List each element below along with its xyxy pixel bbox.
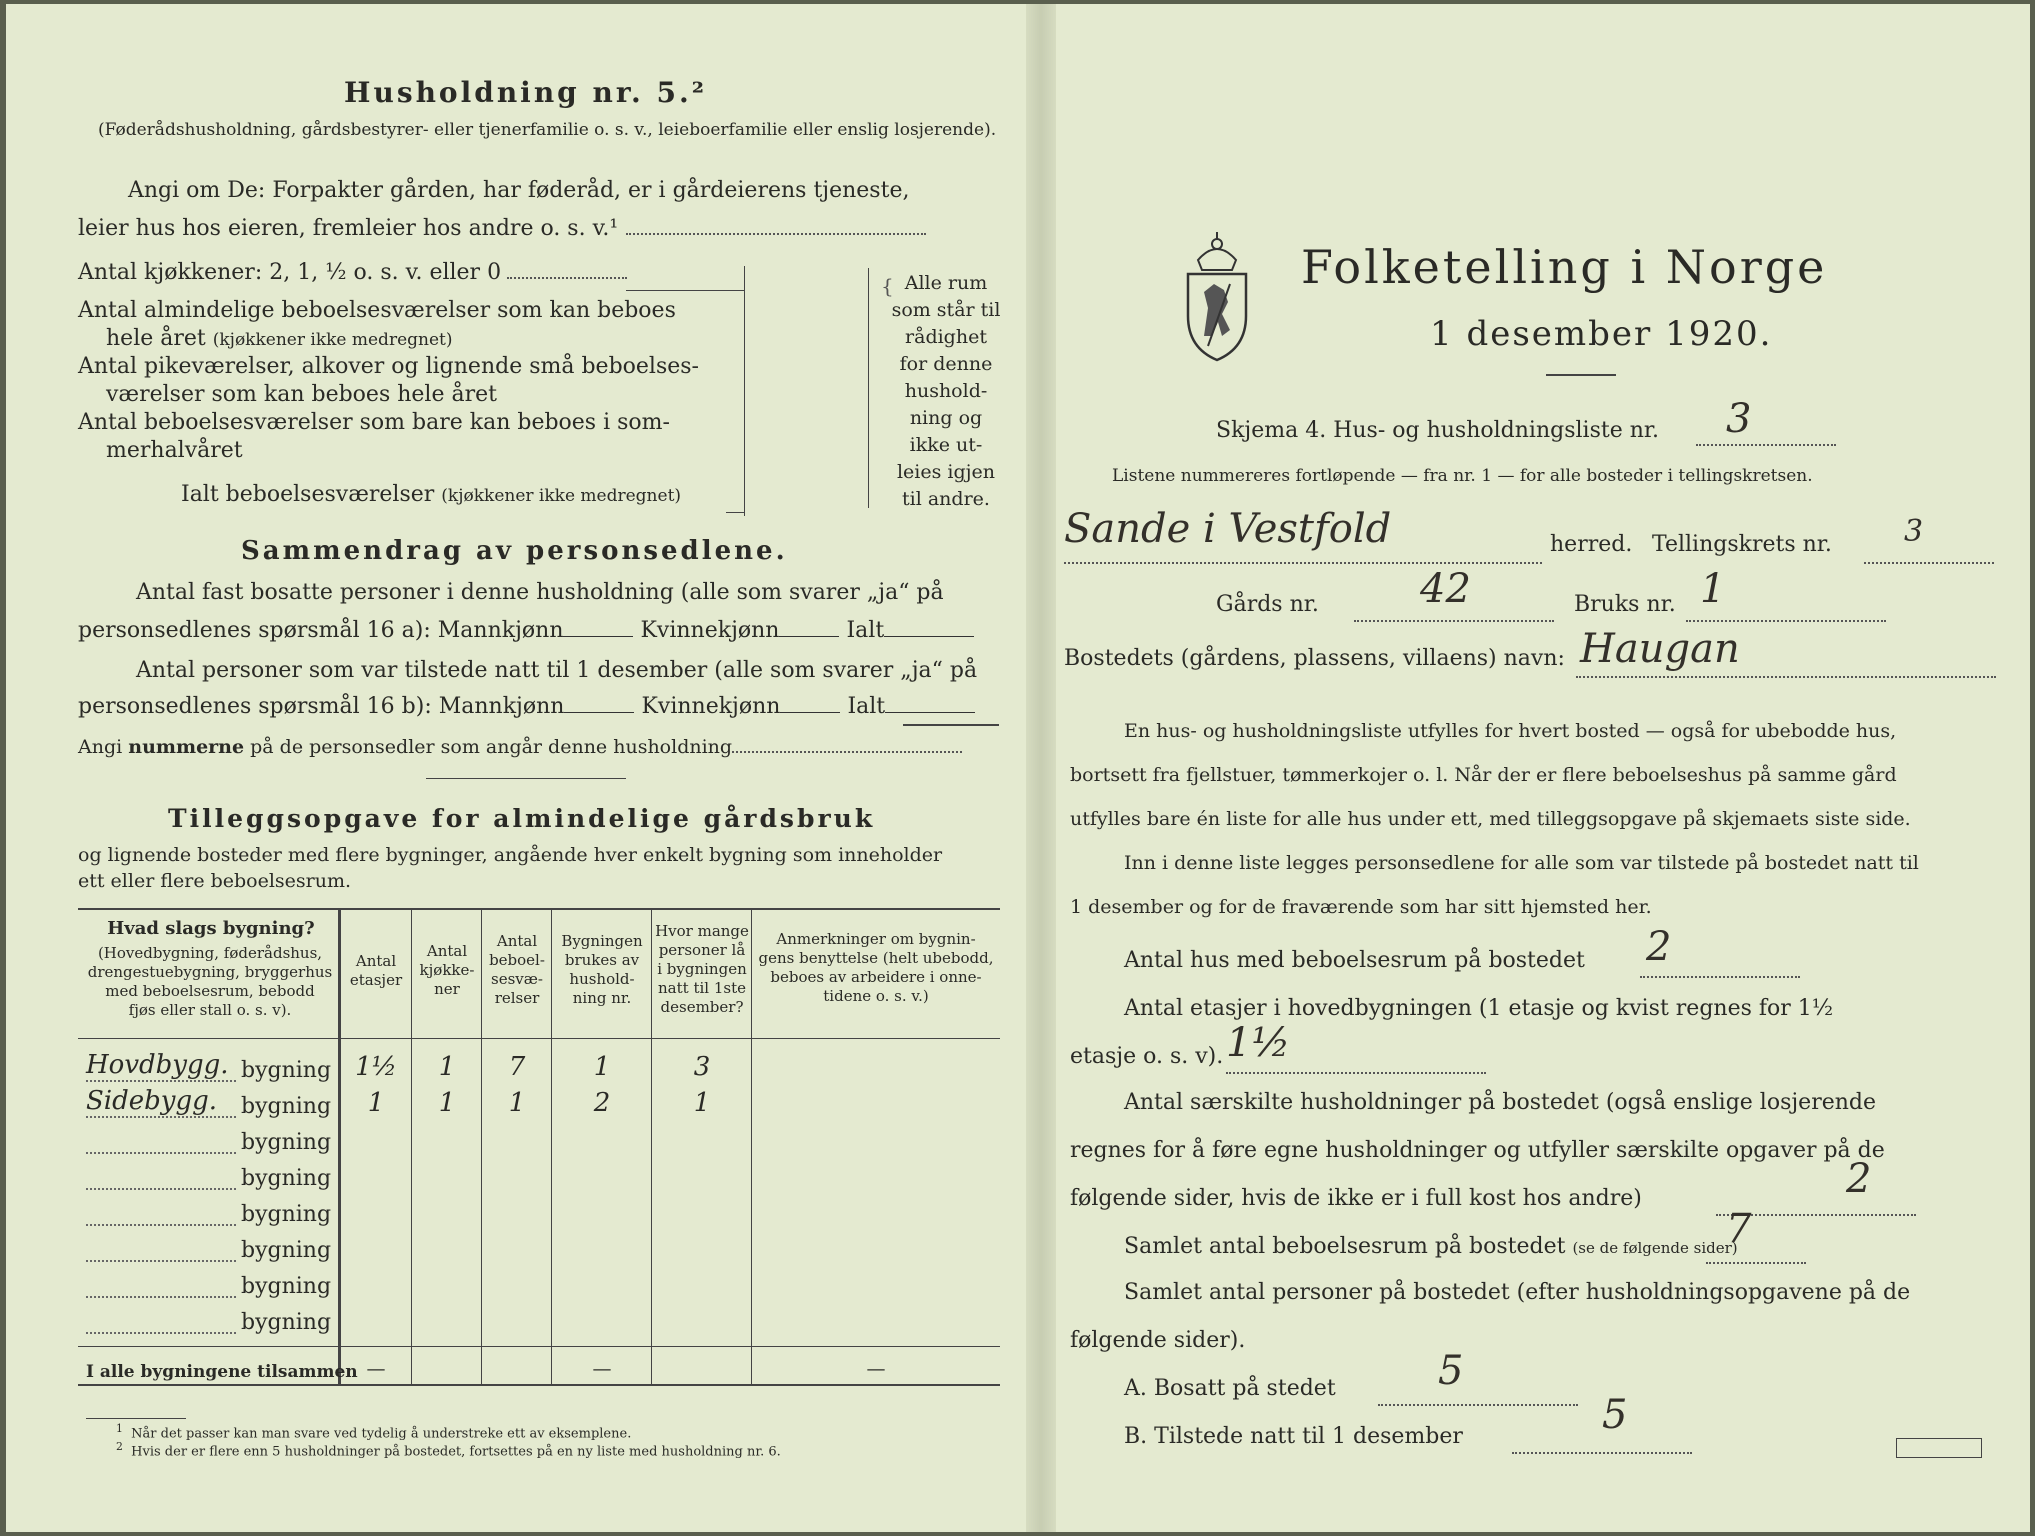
tellingskrets-field[interactable]: 3 [1864,532,1994,564]
building-name-field[interactable] [86,1122,236,1154]
printer-stamp [1896,1438,1982,1458]
antal-hus-label: Antal hus med beboelsesrum på bostedet [1124,948,1585,973]
nummerene-row: Angi nummerne på de personsedler som angår denne husholdning [78,736,962,758]
gards-field[interactable]: 42 [1354,590,1554,622]
tillegg-sub1: og lignende bosteder med flere bygninger, angående hver enkelt bygning som inneholder [78,844,943,866]
total-anmerkninger: — [866,1358,886,1380]
col-anmerkninger-head: Anmerkninger om bygnin- gens benyttelse (helt ubebodd, beboes av arbeidere i onne- tidene o. s. v.) [758,930,994,1005]
bruks-field[interactable]: 1 [1686,590,1886,622]
col-vaerelser-head: Antal beboel- sesvæ- relser [489,932,545,1007]
col0-sub: (Hovedbygning, føderådshus, drengestuebygning, bryggerhus med beboelsesrum, bebodd fjøs eller stall o. s. v). [87,944,333,1019]
cell-etasjer[interactable]: 1 [367,1088,385,1118]
total-husholdning: — [592,1358,612,1380]
bygning-label: bygning [241,1166,332,1191]
building-name-field[interactable] [86,1230,236,1262]
building-name-field[interactable] [86,1302,236,1334]
cell-husholdning[interactable]: 2 [593,1088,611,1118]
summary-a1: Antal fast bosatte personer i denne husholdning (alle som svarer „ja“ på [136,580,944,605]
herred-label: herred. [1550,532,1633,557]
samlet-pers-line2: følgende sider). [1070,1328,1246,1353]
antal-hus-field[interactable]: 2 [1640,946,1800,978]
summary-a2: personsedlenes spørsmål 16 a): Mannkjønn Kvinnekjønn Ialt [78,618,974,643]
tellingskrets-label: Tellingskrets nr. [1652,532,1832,557]
total-etasjer: — [366,1358,386,1380]
census-sheet [6,4,2030,1532]
building-name-field[interactable] [86,1266,236,1298]
samlet-pers-line1: Samlet antal personer på bostedet (efter husholdningsopgavene på de [1124,1280,1911,1305]
bygning-label: bygning [241,1202,332,1227]
bosted-label: Bostedets (gårdens, plassens, villaens) navn: [1064,646,1565,671]
building-name-field[interactable]: Hovdbygg. [86,1050,236,1082]
bygning-label: bygning [241,1274,332,1299]
samlet-rum-row: Samlet antal beboelsesrum på bostedet (se de følgende sider) [1124,1234,1738,1259]
alm-line2: hele året (kjøkkener ikke medregnet) [106,326,453,351]
alm-line1: Antal almindelige beboelsesværelser som kan beboes [78,298,676,323]
col-etasjer-head: Antal etasjer [349,952,403,989]
para1-line3: utfylles bare én liste for alle hus under ett, med tilleggsopgave på skjemaets siste side. [1070,808,1911,830]
census-date: 1 desember 1920. [1430,314,1773,354]
cell-husholdning[interactable]: 1 [593,1052,611,1082]
building-name-field[interactable] [86,1158,236,1190]
left-page [26,18,1026,1522]
summary-b2: personsedlenes spørsmål 16 b): Mannkjønn Kvinnekjønn Ialt [78,694,975,719]
etasjer-line2: etasje o. s. v). [1070,1044,1224,1069]
summary-b1: Antal personer som var tilstede natt til 1 desember (alle som svarer „ja“ på [136,658,978,683]
right-page [1056,18,2011,1522]
cell-vaerelser[interactable]: 7 [508,1052,526,1082]
gards-label: Gårds nr. [1216,592,1319,617]
sommer-line1: Antal beboelsesværelser som bare kan beboes i som- [78,410,670,435]
etasjer-line1: Antal etasjer i hovedbygningen (1 etasje og kvist regnes for 1½ [1124,996,1834,1021]
footnote-2: $^2$ Hvis der er flere enn 5 husholdninger på bostedet, fortsettes på en ny liste med husholdning nr. 6. [116,1440,781,1460]
page-fold [1026,4,1056,1532]
pike-line1: Antal pikeværelser, alkover og lignende små beboelses- [78,354,699,379]
cell-personer[interactable]: 1 [693,1088,711,1118]
census-title: Folketelling i Norge [1301,240,1828,294]
bygning-label: bygning [241,1310,332,1335]
brace-icon: { [881,274,894,298]
bosatt-label: A. Bosatt på stedet [1124,1376,1336,1401]
para2-line2: 1 desember og for de fraværende som har sitt hjemsted her. [1070,896,1652,918]
cell-personer[interactable]: 3 [693,1052,711,1082]
tilstede-field[interactable]: 5 [1512,1422,1692,1454]
total-label: I alle bygningene tilsammen [86,1362,358,1382]
cell-kjokken[interactable]: 1 [438,1088,456,1118]
etasjer-field[interactable]: 1½ [1226,1042,1486,1074]
footnote-1: $^1$ Når det passer kan man svare ved tydelig å understreke ett av eksemplene. [116,1422,632,1442]
bosatt-field[interactable]: 5 [1378,1374,1578,1406]
tillegg-sub2: ett eller flere beboelsesrum. [78,870,352,892]
cell-etasjer[interactable]: 1½ [355,1052,397,1082]
building-name-field[interactable] [86,1194,236,1226]
bygning-label: bygning [241,1238,332,1263]
kitchens-row: Antal kjøkkener: 2, 1, ½ o. s. v. eller 0 [78,260,743,285]
saerskilte-line2: regnes for å føre egne husholdninger og utfyller særskilte opgaver på de [1070,1138,1885,1163]
sommer-line2: merhalvåret [106,438,243,463]
angi-line1: Angi om De: Forpakter gården, har føderåd, er i gårdeierens tjeneste, [128,178,910,203]
household-heading: Husholdning nr. 5.² [344,76,708,109]
household-note: (Føderådshusholdning, gårdsbestyrer- eller tjenerfamilie o. s. v., leieboerfamilie eller enslig losjerende). [98,120,997,140]
cell-vaerelser[interactable]: 1 [508,1088,526,1118]
col-personer-head: Hvor mange personer lå i bygningen natt til 1ste desember? [655,922,749,1016]
bygning-label: bygning [241,1094,332,1119]
para2-line1: Inn i denne liste legges personsedlene for alle som var tilstede på bostedet natt til [1124,852,1919,874]
cell-kjokken[interactable]: 1 [438,1052,456,1082]
herred-field[interactable]: Sande i Vestfold [1064,518,1542,564]
col0-title: Hvad slags bygning? [107,918,315,939]
col-kjokken-head: Antal kjøkke- ner [419,942,475,998]
skjema-nr-field[interactable]: 3 [1696,414,1836,446]
total-rooms-row: Ialt beboelsesværelser (kjøkkener ikke medregnet) [181,482,682,507]
coat-of-arms-icon [1178,218,1256,366]
pike-line2: værelser som kan beboes hele året [106,382,497,407]
tillegg-heading: Tilleggsopgave for almindelige gårdsbruk [168,804,876,833]
side-note: Alle rum som står til rådighet for denne hushold- ning og ikke ut- leies igjen til andre. [891,272,1001,510]
building-name-field[interactable]: Sidebygg. [86,1086,236,1118]
listene-note: Listene nummereres fortløpende — fra nr. 1 — for alle bosteder i tellingskretsen. [1112,466,1813,486]
saerskilte-line1: Antal særskilte husholdninger på bostedet (også enslige losjerende [1124,1090,1877,1115]
bosted-field[interactable]: Haugan [1576,642,1996,678]
bygning-label: bygning [241,1130,332,1155]
samlet-rum-field[interactable]: 7 [1706,1232,1806,1264]
para1-line1: En hus- og husholdningsliste utfylles for hvert bosted — også for ubebodde hus, [1124,720,1897,742]
col-husholdning-head: Bygningen brukes av hushold- ning nr. [561,932,643,1007]
saerskilte-field[interactable]: 2 [1716,1184,1916,1216]
angi-line2: leier hus hos eieren, fremleier hos andre o. s. v.¹ [78,216,926,241]
para1-line2: bortsett fra fjellstuer, tømmerkojer o. l. Når der er flere beboelseshus på samme gård [1070,764,1897,786]
tilstede-label: B. Tilstede natt til 1 desember [1124,1424,1463,1449]
bruks-label: Bruks nr. [1574,592,1676,617]
bygning-label: bygning [241,1058,332,1083]
summary-heading: Sammendrag av personsedlene. [241,536,788,566]
saerskilte-line3: følgende sider, hvis de ikke er i full kost hos andre) [1070,1186,1642,1211]
skjema-row: Skjema 4. Hus- og husholdningsliste nr. [1216,418,1659,443]
